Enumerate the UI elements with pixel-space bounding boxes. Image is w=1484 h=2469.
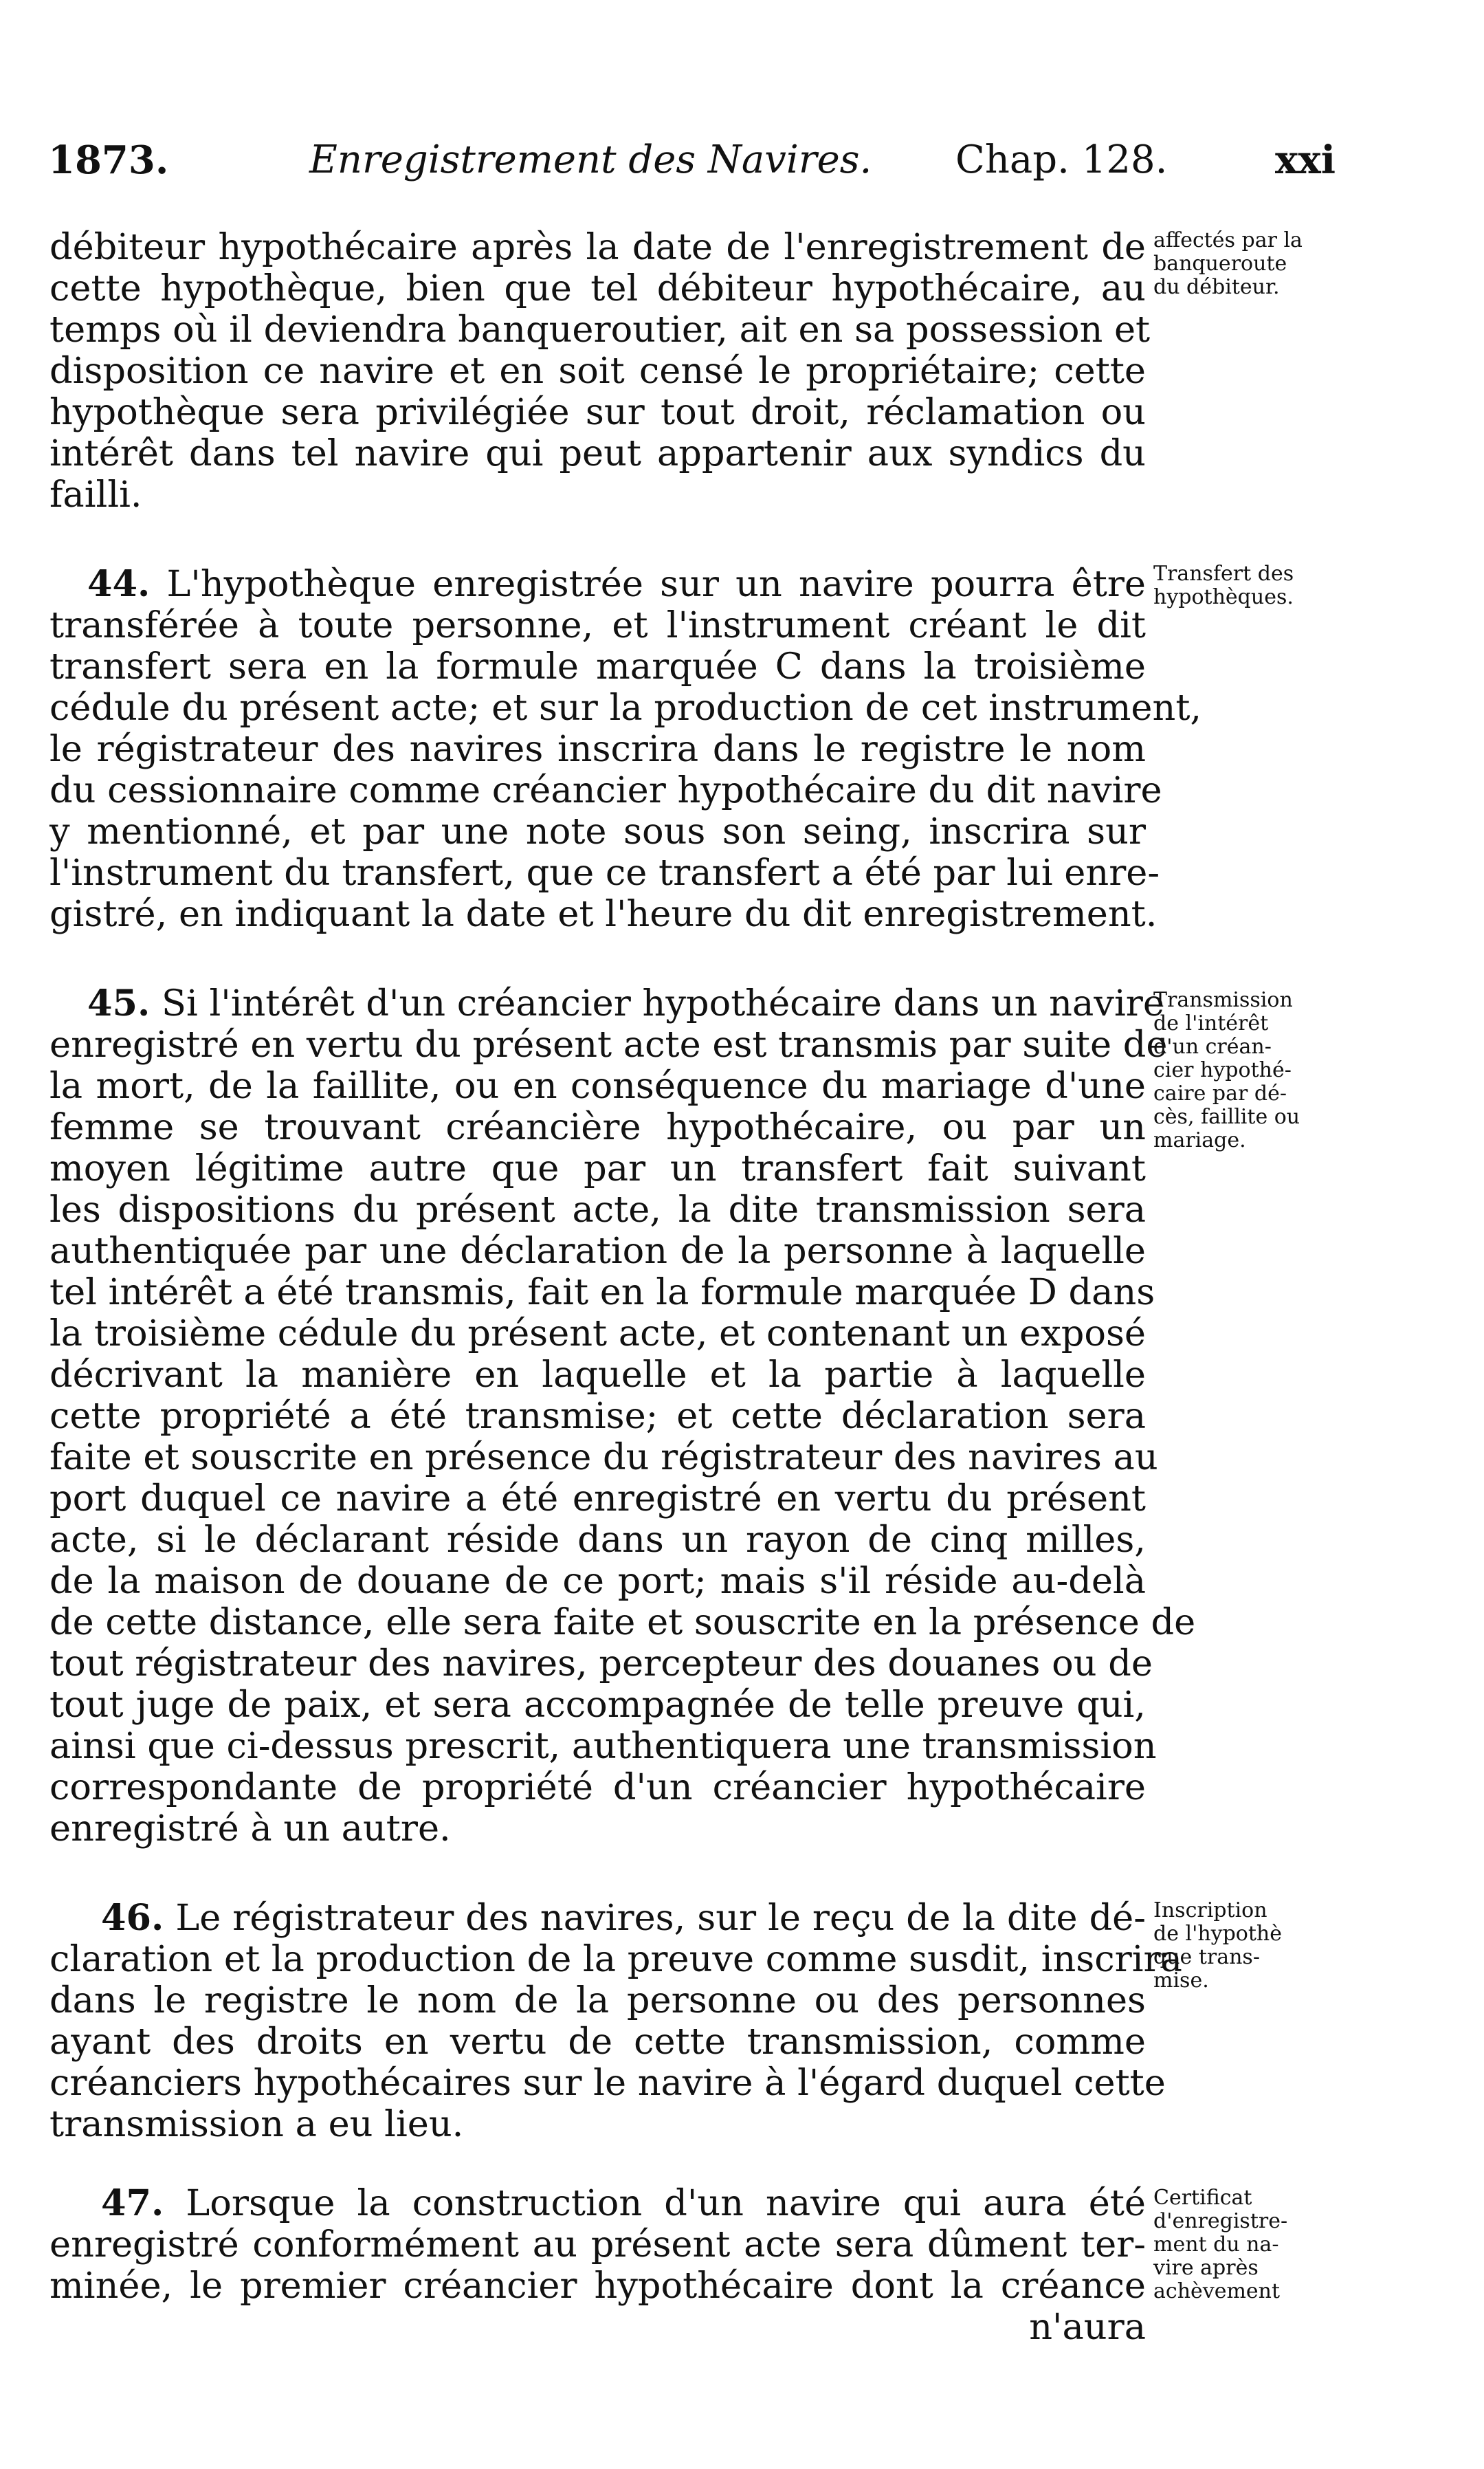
margin-note-line: de l'hypothè bbox=[1153, 1922, 1283, 1946]
text-line: cette hypothèque, bien que tel débiteur hypothécaire, au bbox=[49, 267, 1146, 309]
text-line: tout juge de paix, et sera accompagnée de telle preuve qui, bbox=[49, 1684, 1146, 1726]
text-line: femme se trouvant créancière hypothécaire, ou par un bbox=[49, 1106, 1146, 1148]
text-line: ainsi que ci-dessus prescrit, authentiquera une transmission bbox=[49, 1725, 1157, 1767]
section-44 bbox=[49, 563, 1202, 935]
text-line: acte, si le déclarant réside dans un rayon de cinq milles, bbox=[49, 1519, 1146, 1561]
section-number: 46. bbox=[101, 1897, 164, 1939]
text-line: claration et la production de la preuve comme susdit, inscrira bbox=[49, 1938, 1182, 1980]
section-47 bbox=[49, 2183, 1146, 2348]
text-line: transmission a eu lieu. bbox=[49, 2103, 464, 2145]
text-line: port duquel ce navire a été enregistré en vertu du présent bbox=[49, 1478, 1146, 1519]
text-line: failli. bbox=[49, 474, 142, 516]
text-line bbox=[49, 2183, 1146, 2224]
text-line: l'instrument du transfert, que ce transfert a été par lui enre- bbox=[49, 852, 1160, 894]
margin-note-line: cier hypothé- bbox=[1153, 1058, 1292, 1082]
margin-note-line: Certificat bbox=[1153, 2186, 1252, 2210]
text-line: créanciers hypothécaires sur le navire à l'égard duquel cette bbox=[49, 2062, 1166, 2104]
text-line: de la maison de douane de ce port; mais s'il réside au-delà bbox=[49, 1560, 1146, 1602]
margin-note-line: d'enregistre- bbox=[1153, 2209, 1288, 2233]
text-line: les dispositions du présent acte, la dite transmission sera bbox=[49, 1189, 1146, 1231]
section-continuation bbox=[49, 226, 1151, 516]
text-span: Lorsque la construction d'un navire qui aura été bbox=[164, 2182, 1146, 2224]
margin-note-line: Transfert des bbox=[1153, 562, 1294, 586]
text-line: temps où il deviendra banqueroutier, ait en sa possession et bbox=[49, 309, 1151, 351]
margin-note-line: hypothèques. bbox=[1153, 585, 1294, 609]
text-line: minée, le premier créancier hypothécaire dont la créance bbox=[49, 2265, 1146, 2307]
section-number: 44. bbox=[87, 563, 151, 605]
header-page-number: xxi bbox=[1275, 138, 1336, 183]
margin-note-line: affectés par la bbox=[1153, 228, 1303, 252]
margin-note-line: vire après bbox=[1153, 2256, 1259, 2280]
text-line: enregistré en vertu du présent acte est transmis par suite de bbox=[49, 1024, 1168, 1066]
section-45 bbox=[49, 983, 1196, 1850]
text-line: cette propriété a été transmise; et cette déclaration sera bbox=[49, 1395, 1146, 1437]
text-line bbox=[49, 1898, 1146, 1939]
text-line: décrivant la manière en laquelle et la partie à laquelle bbox=[49, 1354, 1146, 1396]
margin-note-line: mariage. bbox=[1153, 1128, 1246, 1152]
section-number: 45. bbox=[87, 983, 151, 1024]
text-line bbox=[49, 564, 1146, 605]
margin-note-line: du débiteur. bbox=[1153, 275, 1280, 299]
margin-note-line: caire par dé- bbox=[1153, 1082, 1287, 1106]
margin-note-45 bbox=[1153, 989, 1353, 1152]
text-line: correspondante de propriété d'un créancier hypothécaire bbox=[49, 1766, 1146, 1808]
catchword: n'aura bbox=[1029, 2306, 1146, 2348]
text-line: de cette distance, elle sera faite et souscrite en la présence de bbox=[49, 1601, 1196, 1643]
margin-note-line: cès, faillite ou bbox=[1153, 1105, 1300, 1129]
margin-note-line: d'un créan- bbox=[1153, 1035, 1272, 1059]
text-line: cédule du présent acte; et sur la production de cet instrument, bbox=[49, 687, 1202, 729]
header-title: Enregistrement des Navires. bbox=[309, 138, 872, 182]
margin-note-line: que trans- bbox=[1153, 1945, 1260, 1969]
text-line bbox=[49, 983, 1164, 1024]
margin-note-line: mise. bbox=[1153, 1968, 1209, 1993]
text-line: dans le registre le nom de la personne ou des personnes bbox=[49, 1979, 1146, 2021]
text-line: le régistrateur des navires inscrira dans le registre le nom bbox=[49, 728, 1146, 770]
header-year: 1873. bbox=[48, 138, 169, 183]
text-line: transfert sera en la formule marquée C dans la troisième bbox=[49, 646, 1146, 688]
text-line: intérêt dans tel navire qui peut appartenir aux syndics du bbox=[49, 432, 1146, 474]
margin-note-0 bbox=[1153, 229, 1353, 299]
margin-note-line: achèvement bbox=[1153, 2279, 1281, 2303]
margin-note-line: ment du na- bbox=[1153, 2232, 1279, 2257]
text-line: y mentionné, et par une note sous son seing, inscrira sur bbox=[49, 811, 1146, 853]
text-line: hypothèque sera privilégiée sur tout droit, réclamation ou bbox=[49, 391, 1146, 433]
text-span: Si l'intérêt d'un créancier hypothécaire dans un navire bbox=[150, 983, 1164, 1024]
margin-note-46 bbox=[1153, 1899, 1353, 1993]
section-number: 47. bbox=[101, 2182, 164, 2224]
text-line: faite et souscrite en présence du régistrateur des navires au bbox=[49, 1436, 1158, 1478]
text-line: enregistré à un autre. bbox=[49, 1808, 451, 1850]
text-span: Le régistrateur des navires, sur le reçu de la dite dé- bbox=[164, 1897, 1146, 1939]
text-line: moyen légitime autre que par un transfert fait suivant bbox=[49, 1148, 1146, 1189]
text-line: la mort, de la faillite, ou en conséquence du mariage d'une bbox=[49, 1065, 1146, 1107]
text-line: gistré, en indiquant la date et l'heure du dit enregistrement. bbox=[49, 893, 1158, 935]
text-line: du cessionnaire comme créancier hypothécaire du dit navire bbox=[49, 769, 1162, 811]
text-line: transférée à toute personne, et l'instrument créant le dit bbox=[49, 604, 1146, 646]
running-header bbox=[48, 138, 1347, 193]
text-line: la troisième cédule du présent acte, et contenant un exposé bbox=[49, 1313, 1146, 1354]
text-line: débiteur hypothécaire après la date de l'enregistrement de bbox=[49, 226, 1146, 268]
margin-note-line: Inscription bbox=[1153, 1898, 1267, 1922]
margin-note-line: banqueroute bbox=[1153, 252, 1287, 276]
text-line: authentiquée par une déclaration de la personne à laquelle bbox=[49, 1230, 1146, 1272]
margin-note-47 bbox=[1153, 2186, 1353, 2303]
text-line: tout régistrateur des navires, percepteur des douanes ou de bbox=[49, 1643, 1153, 1685]
margin-note-44 bbox=[1153, 562, 1353, 609]
text-line: ayant des droits en vertu de cette transmission, comme bbox=[49, 2021, 1146, 2063]
text-line: enregistré conformément au présent acte sera dûment ter- bbox=[49, 2224, 1146, 2265]
text-span: L'hypothèque enregistrée sur un navire pourra être bbox=[150, 563, 1146, 605]
header-chapter: Chap. 128. bbox=[955, 138, 1168, 182]
text-line: disposition ce navire et en soit censé le propriétaire; cette bbox=[49, 350, 1146, 392]
margin-note-line: Transmission bbox=[1153, 988, 1293, 1012]
text-line: tel intérêt a été transmis, fait en la formule marquée D dans bbox=[49, 1271, 1155, 1313]
margin-note-line: de l'intérêt bbox=[1153, 1011, 1269, 1035]
